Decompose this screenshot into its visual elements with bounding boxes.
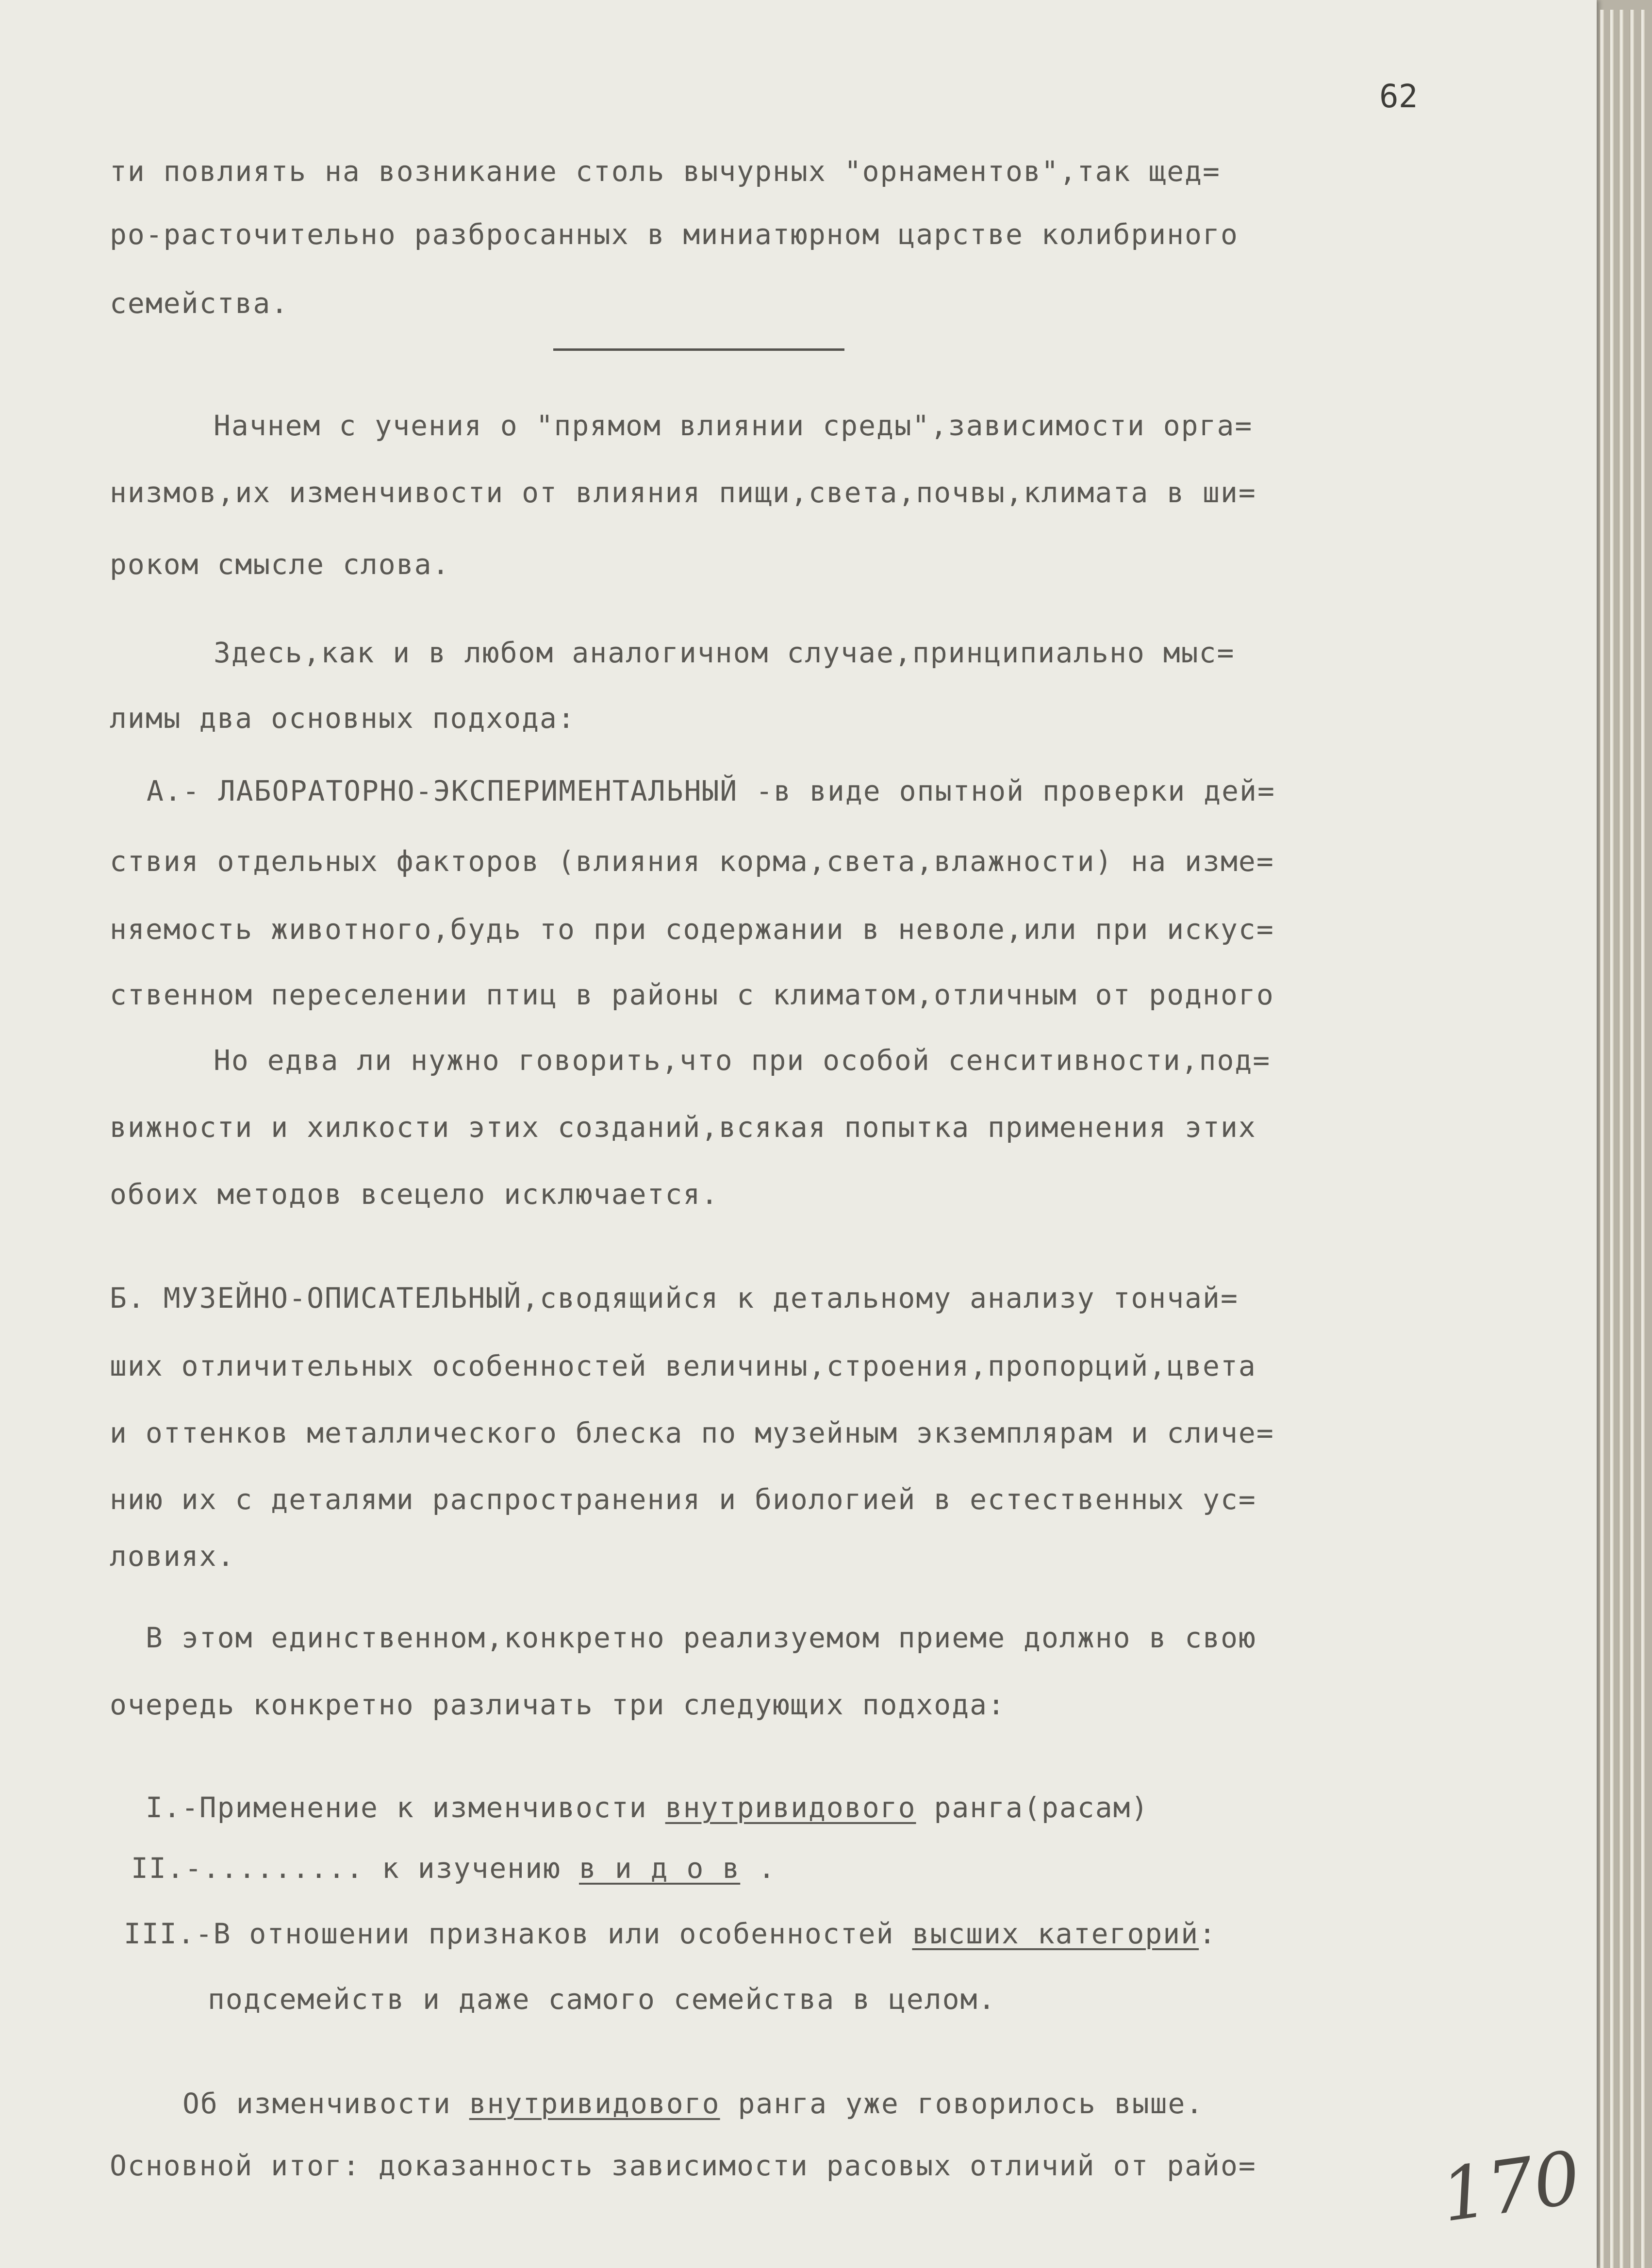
text-line — [110, 1416, 1274, 1450]
text-segment: В этом единственном,конкретно реализуемом приеме должно в свою — [146, 1621, 1256, 1654]
text-line — [110, 476, 1256, 509]
text-segment: подсемейств и даже самого семейства в целом. — [208, 1983, 996, 2016]
text-segment: Б. МУЗЕЙНО-ОПИСАТЕЛЬНЫЙ,сводящийся к детальному анализу тончай= — [110, 1282, 1239, 1315]
text-segment: няемость животного,будь то при содержании в неволе,или при искус= — [110, 913, 1274, 946]
text-line — [110, 844, 1274, 878]
text-line — [131, 1851, 776, 1885]
text-segment: ших отличительных особенностей величины,строения,пропорций,цвета — [110, 1349, 1256, 1382]
text-line — [124, 1917, 1217, 1951]
page-edge — [1630, 10, 1634, 2268]
text-segment: ти повлиять на возникание столь вычурных "орнаментов",так щед= — [110, 155, 1221, 188]
text-segment: семейства. — [110, 287, 289, 320]
page-number: 62 — [1379, 78, 1418, 115]
text-line — [110, 1539, 235, 1573]
page-edge — [1600, 10, 1604, 2268]
text-segment: : — [1199, 1917, 1217, 1950]
text-segment: II.-......... к изучению — [131, 1852, 579, 1885]
text-line — [110, 154, 1221, 188]
text-line — [110, 701, 576, 735]
text-segment: лимы два основных подхода: — [110, 702, 576, 735]
text-line — [110, 912, 1274, 946]
text-segment: вижности и хилкости этих созданий,всякая попытка применения этих — [110, 1111, 1256, 1144]
text-segment: и оттенков металлического блеска по музейным экземплярам и сличе= — [110, 1416, 1274, 1449]
text-line — [110, 1688, 1006, 1722]
section-divider — [553, 348, 844, 351]
text-line — [208, 1982, 996, 2016]
underlined-term: высших категорий — [912, 1917, 1199, 1950]
underlined-term: внутривидового — [665, 1791, 916, 1824]
text-line — [214, 636, 1235, 670]
text-line — [110, 1482, 1256, 1516]
text-line — [182, 2087, 1204, 2120]
text-line — [110, 1281, 1239, 1315]
text-line — [110, 1110, 1256, 1144]
text-line — [146, 1791, 1149, 1824]
text-segment: ствия отдельных факторов (влияния корма,света,влажности) на изме= — [110, 845, 1274, 878]
text-segment: обоих методов всецело исключается. — [110, 1178, 719, 1211]
text-segment: Основной итог: доказанность зависимости расовых отличий от райо= — [110, 2149, 1256, 2182]
text-segment: роком смысле слова. — [110, 548, 450, 581]
text-line — [214, 1043, 1271, 1077]
text-segment: ственном переселении птиц в районы с климатом,отличным от родного — [110, 978, 1274, 1011]
page-edge — [1609, 10, 1614, 2268]
text-line — [147, 774, 1275, 808]
text-line — [110, 2149, 1256, 2183]
underlined-term: внутривидового — [469, 2087, 720, 2120]
page-edge — [1619, 10, 1623, 2268]
text-segment: ловиях. — [110, 1540, 235, 1573]
text-segment: Об изменчивости — [182, 2087, 469, 2120]
text-segment: Но едва ли нужно говорить,что при особой сенситивности,под= — [214, 1044, 1271, 1077]
text-segment: . — [740, 1852, 776, 1885]
page-edge — [1640, 10, 1645, 2268]
text-segment: Начнем с учения о "прямом влиянии среды",зависимости орга= — [214, 409, 1253, 442]
text-segment: ранга(расам) — [916, 1791, 1149, 1824]
text-line — [110, 217, 1239, 251]
text-line — [110, 547, 450, 581]
text-segment: ро-расточительно разбросанных в миниатюрном царстве колибриного — [110, 218, 1239, 251]
text-line — [110, 1177, 719, 1211]
text-segment: ранга уже говорилось выше. — [720, 2087, 1204, 2120]
text-line — [110, 978, 1274, 1012]
text-segment: III.-В отношении признаков или особенностей — [124, 1917, 912, 1950]
text-segment: низмов,их изменчивости от влияния пищи,света,почвы,климата в ши= — [110, 476, 1256, 509]
archive-folio-number: 170 — [1436, 2135, 1586, 2239]
text-segment: нию их с деталями распространения и биологией в естественных ус= — [110, 1483, 1256, 1516]
text-segment: А.- ЛАБОРАТОРНО-ЭКСПЕРИМЕНТАЛЬНЫЙ -в виде опытной проверки дей= — [147, 774, 1275, 807]
text-segment: очередь конкретно различать три следующих подхода: — [110, 1688, 1006, 1721]
underlined-term: в и д о в — [578, 1852, 741, 1885]
text-segment: Здесь,как и в любом аналогичном случае,принципиально мыс= — [214, 636, 1235, 669]
text-line — [110, 286, 289, 320]
text-line — [214, 409, 1253, 443]
text-line — [110, 1349, 1256, 1383]
text-line — [146, 1621, 1256, 1655]
text-segment: I.-Применение к изменчивости — [146, 1791, 665, 1824]
